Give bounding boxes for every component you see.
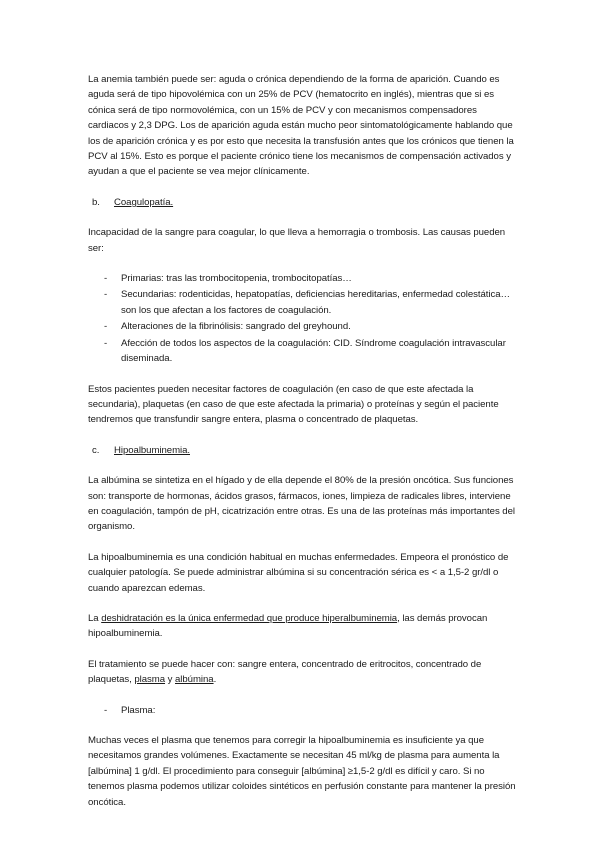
paragraph-tratamiento [88, 657, 516, 688]
paragraph-anemia: La anemia también puede ser: aguda o crónica dependiendo de la forma de aparición. Cuando es aguda será de tipo hipovolémica con un 25% de PCV (hematocrito en inglés), mientras que si es cónica será de tipo normovolémica, con un 15% de PCV y con mecanismos compensadores cardiacos y 2,3 DPG. Los de aparición aguda están mucho peor sintomatológicamente hablando que los de aparición crónica y es por esto que necesita la transfusión antes que los crónicos que tienen la PCV al 15%. Esto es porque el paciente crónico tiene los mecanismos de compensación activados y ayudan a que el paciente se vea mejor clínicamente. [88, 74, 514, 178]
list-item [88, 336, 516, 367]
list-item [88, 703, 516, 718]
paragraph-hipoalbuminemia: La hipoalbuminemia es una condición habitual en muchas enfermedades. Empeora el pronóstico de cualquier patología. Se puede administrar albúmina si su concentración sérica es < a 1,5-2 gr/dl o cuando aparezcan edemas. [88, 551, 509, 594]
paragraph-albumina: La albúmina se sintetiza en el hígado y de ella depende el 80% de la presión oncótica. Sus funciones son: transporte de hormonas, ácidos grasos, fármacos, iones, limpieza de radicales libres, interviene en coagulación, tampón de pH, cicatrización entre otras. Es una de las proteínas más importantes del organismo. [88, 475, 515, 533]
list-item [88, 287, 516, 318]
document-body [88, 72, 516, 825]
list-item-text: Afección de todos los aspectos de la coagulación: CID. Síndrome coagulación intravascular diseminada. [121, 337, 506, 365]
dash-bullet: - [104, 273, 108, 285]
list-item-text: Plasma: [121, 704, 156, 716]
text-run: La [88, 612, 102, 624]
dash-bullet: - [104, 321, 108, 333]
underlined-text: deshidratación es la única enfermedad que produce hiperalbuminemia [101, 612, 398, 624]
text-run: , las demás provocan hipoalbuminemia. [88, 612, 488, 640]
section-letter: c. [92, 444, 100, 456]
list-item-text: Alteraciones de la fibrinólisis: sangrado del greyhound. [121, 321, 351, 333]
text-run: . [213, 674, 217, 686]
paragraph-coagulopatia-treatment: Estos pacientes pueden necesitar factores de coagulación (en caso de que este afectada la secundaria), plaquetas (en caso de que este afectada la primaria) o proteínas y según el paciente tendremos que transfundir sangre entera, plasma o concentrado de plaquetas. [88, 383, 499, 426]
paragraph-plasma: Muchas veces el plasma que tenemos para corregir la hipoalbuminemia es insuficiente ya que necesitamos grandes volúmenes. Exactamente se necesitan 45 ml/kg de plasma para aumenta la [albúmina] 1 g/dl. El procedimiento para conseguir [albúmina] ≥1,5-2 g/dl es difícil y caro. Si no tenemos plasma podemos utilizar coloides sintéticos en perfusión constante para mantener la presión oncótica. [88, 735, 516, 808]
paragraph-deshidratacion [88, 611, 516, 642]
list-item-text: Primarias: tras las trombocitopenia, trombocitopatías… [121, 273, 352, 285]
underlined-text: plasma [134, 674, 166, 686]
dash-bullet: - [104, 704, 108, 716]
dash-bullet: - [104, 337, 108, 349]
section-title: Hipoalbuminemia. [114, 444, 190, 456]
dash-bullet: - [104, 289, 108, 301]
section-heading-coagulopatia [88, 195, 516, 210]
list-item [88, 271, 516, 286]
section-title: Coagulopatía. [114, 196, 174, 208]
text-run: El tratamiento se puede hacer con: sangre entera, concentrado de eritrocitos, concentrado de plaquetas, [88, 658, 482, 686]
section-letter: b. [92, 196, 100, 208]
paragraph-coagulopatia-intro: Incapacidad de la sangre para coagular, lo que lleva a hemorragia o trombosis. Las causas pueden ser: [88, 227, 506, 254]
underlined-text: albúmina [175, 674, 214, 686]
list-item [88, 319, 516, 334]
plasma-list [88, 703, 516, 718]
list-item-text: Secundarias: rodenticidas, hepatopatías, deficiencias hereditarias, enfermedad colestática… son los que afectan a los factores de coagulación. [121, 289, 511, 316]
text-run: y [165, 674, 176, 686]
causes-list [88, 271, 516, 366]
section-heading-hipoalbuminemia [88, 443, 516, 458]
